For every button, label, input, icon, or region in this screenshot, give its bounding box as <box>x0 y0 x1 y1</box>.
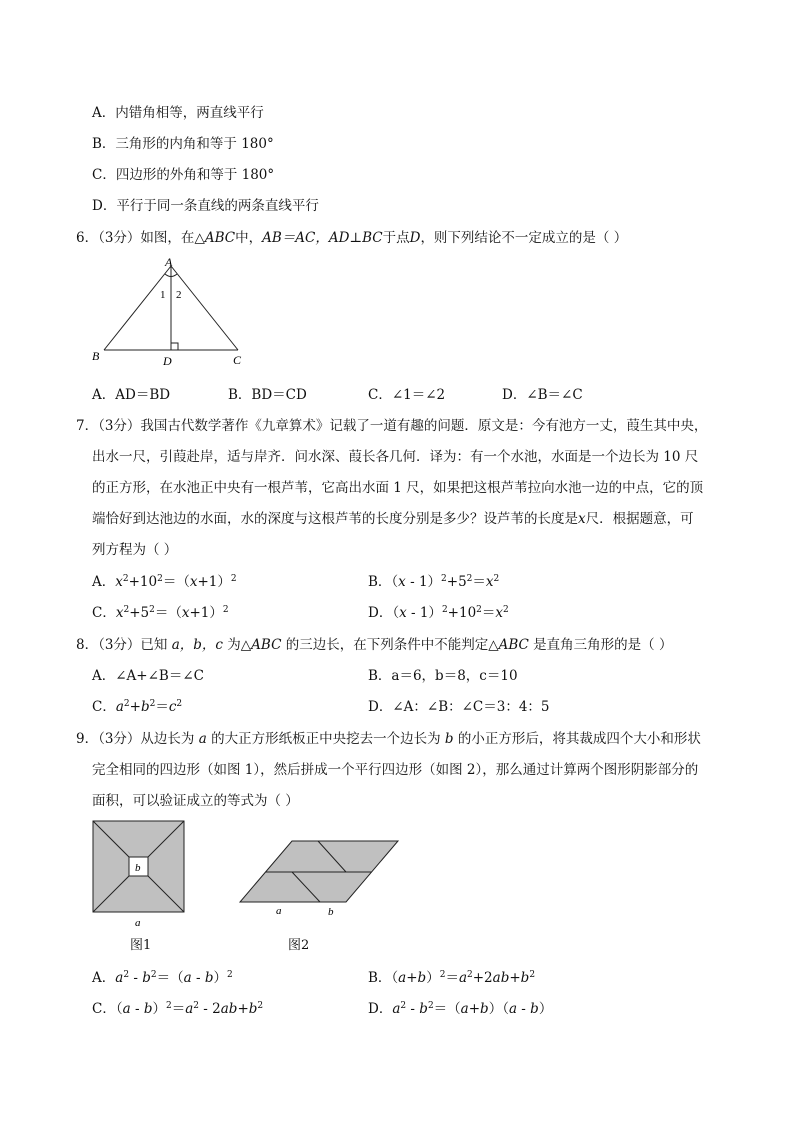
q9-option-a: A．$a^2 - b^2=(a - b)^2$ <box>92 970 233 986</box>
q5-option-d: D．平行于同一条直线的两条直线平行 <box>92 198 319 214</box>
fig1-label-a: a <box>135 917 141 929</box>
q6-option-a: A．AD＝BD <box>92 387 171 403</box>
q5-option-a: A．内错角相等，两直线平行 <box>92 105 264 121</box>
q7-stem-line-2: 出水一尺，引葭赴岸，适与岸齐．问水深、葭长各几何．译为：有一个水池，水面是一个边长为 10 尺 <box>92 449 699 465</box>
q8-stem: 8．（3分）已知 a，b，c 为△ABC 的三边长，在下列条件中不能判定△ABC 是直角三角形的是（ ） <box>76 637 673 653</box>
fig2-label-a: a <box>276 905 282 916</box>
q6-stem: 6．（3分）如图，在△ABC中，AB＝AC，AD⊥BC于点D，则下列结论不一定成立的是（ ） <box>76 230 628 246</box>
figure-1-caption: 图1 <box>130 938 152 953</box>
q7-stem-line-3: 的正方形，在水池正中央有一根芦苇，它高出水面 1 尺，如果把这根芦苇拉向水池一边的中点，它的顶 <box>92 480 704 496</box>
q9-stem-line-1: 9．（3分）从边长为 a 的大正方形纸板正中央挖去一个边长为 b 的小正方形后，将其裁成四个大小和形状 <box>76 731 701 747</box>
q9-figure-2 <box>236 836 404 916</box>
q7-stem-line-4: 端恰好到达池边的水面，水的深度与这根芦苇的长度分别是多少？设芦苇的长度是x尺．根据题意，可 <box>92 511 694 527</box>
q7-option-d: D．$(x - 1)^2+10^2=x^2$ <box>368 605 509 621</box>
q7-stem-line-1: 7．（3分）我国古代数学著作《九章算术》记载了一道有趣的问题．原文是：今有池方一丈，葭生其中央， <box>76 418 708 434</box>
q6-triangle-figure <box>88 254 258 370</box>
q9-figure-1 <box>92 820 188 932</box>
vertex-c-label: C <box>233 353 242 367</box>
q9-option-b: B．$(a+b)^2=a^2+2ab+b^2$ <box>368 970 536 986</box>
fig1-label-b: b <box>135 862 141 874</box>
q8-option-d: D．∠A：∠B：∠C＝3：4：5 <box>368 699 550 715</box>
q6-option-d: D．∠B＝∠C <box>502 387 583 403</box>
vertex-a-label: A <box>165 255 173 269</box>
vertex-b-label: B <box>92 349 100 363</box>
q6-option-b: B．BD＝CD <box>228 387 307 403</box>
figure-2-caption: 图2 <box>288 938 310 953</box>
q9-option-d: D．$a^2 - b^2=(a+b)(a - b)$ <box>368 1001 553 1017</box>
fig2-label-b: b <box>328 906 334 916</box>
q9-stem-line-2: 完全相同的四边形（如图 1），然后拼成一个平行四边形（如图 2），那么通过计算两个图形阴影部分的 <box>92 762 699 778</box>
q7-stem-line-5: 列方程为（ ） <box>92 542 178 558</box>
q9-option-c: C．$(a - b)^2=a^2 - 2ab+b^2$ <box>92 1001 264 1017</box>
q8-option-b: B．a＝6，b＝8，c＝10 <box>368 668 518 684</box>
q9-stem-line-3: 面积，可以验证成立的等式为（ ） <box>92 793 299 809</box>
q7-option-b: B．$(x - 1)^2+5^2=x^2$ <box>368 574 500 590</box>
angle-1-label: 1 <box>160 289 166 301</box>
q5-option-c: C．四边形的外角和等于 180° <box>92 167 275 183</box>
angle-2-label: 2 <box>176 289 182 301</box>
q6-option-c: C．∠1＝∠2 <box>368 387 446 403</box>
vertex-d-label: D <box>163 354 172 368</box>
q5-option-b: B．三角形的内角和等于 180° <box>92 136 274 152</box>
q7-option-c: C．$x^2+5^2=(x+1)^2$ <box>92 605 229 621</box>
q8-option-a: A．∠A+∠B＝∠C <box>92 668 204 684</box>
q7-option-a: A．$x^2+10^2=(x+1)^2$ <box>92 574 237 590</box>
q8-option-c: C．$a^2+b^2=c^2$ <box>92 699 183 715</box>
